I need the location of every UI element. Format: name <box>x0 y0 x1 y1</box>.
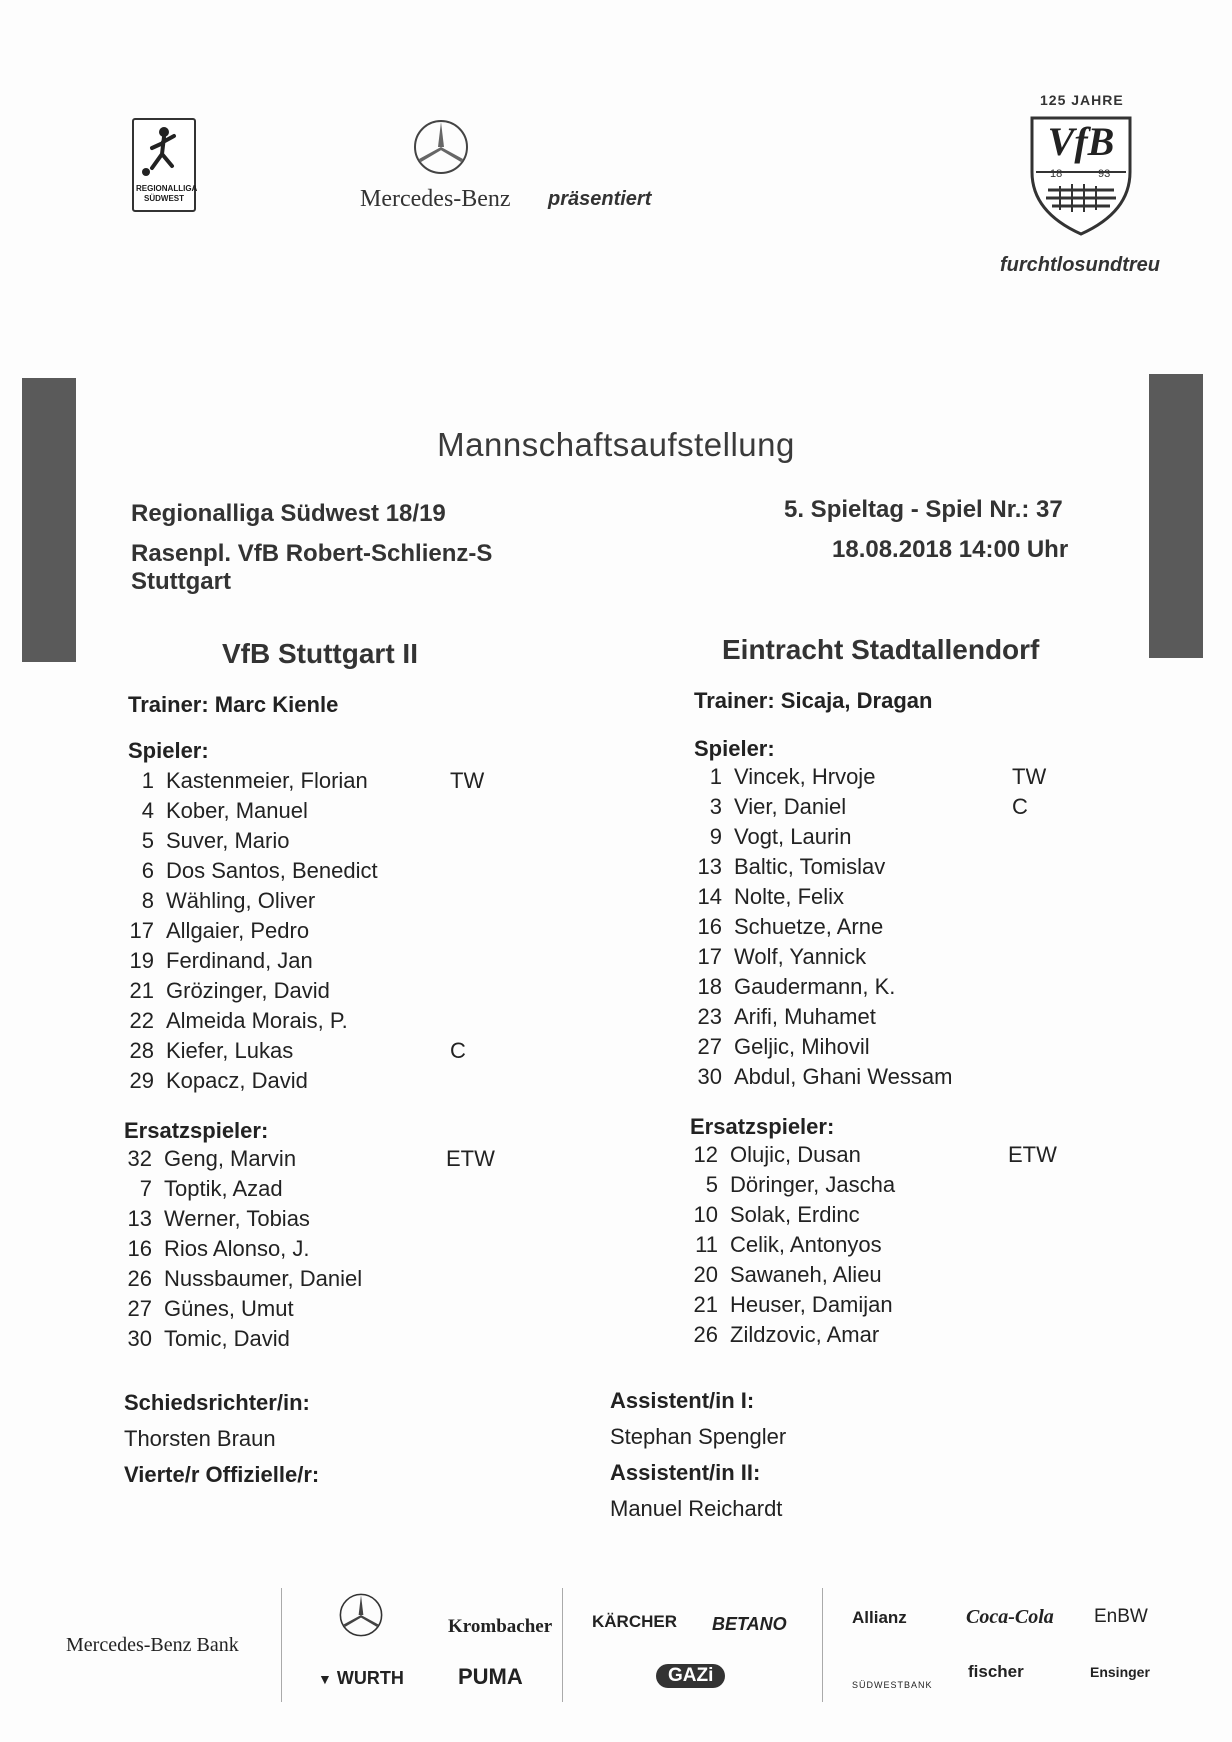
home-team-name: VfB Stuttgart II <box>222 638 418 669</box>
home-player-name: Dos Santos, Benedict <box>166 858 378 883</box>
home-player-number: 1 <box>141 768 154 793</box>
referee-label: Schiedsrichter/in: <box>124 1390 310 1415</box>
away-player-row <box>684 1064 1072 1094</box>
venue-line-1: Rasenpl. VfB Robert-Schlienz-S <box>131 540 493 567</box>
away-player-row <box>684 974 1072 1004</box>
away-sub-number: 5 <box>705 1172 718 1197</box>
away-player-row <box>684 794 1072 824</box>
crest-year-left: 18 <box>1050 168 1063 180</box>
sponsor-betano: BETANO <box>712 1614 787 1634</box>
home-player-number: 21 <box>129 978 154 1003</box>
away-player-number: 3 <box>709 794 722 819</box>
away-player-name: Baltic, Tomislav <box>734 854 886 879</box>
assistant2-name: Manuel Reichardt <box>610 1496 783 1521</box>
away-player-name: Geljic, Mihovil <box>734 1034 870 1059</box>
away-sub-number: 12 <box>693 1142 718 1167</box>
home-player-number: 8 <box>141 888 154 913</box>
footer-divider-1 <box>281 1588 282 1702</box>
away-player-number: 14 <box>697 884 722 909</box>
home-player-row <box>116 858 510 888</box>
away-player-name: Schuetze, Arne <box>734 914 884 939</box>
sponsor-suedwestbank: SÜDWESTBANK <box>852 1680 933 1690</box>
home-sub-row <box>114 1266 506 1296</box>
home-trainer: Trainer: Marc Kienle <box>128 692 339 717</box>
away-sub-row <box>680 1232 1068 1262</box>
home-sub-name: Rios Alonso, J. <box>164 1236 310 1261</box>
home-player-role: TW <box>450 768 485 793</box>
away-sub-number: 26 <box>693 1322 718 1347</box>
matchday: 5. Spieltag - Spiel Nr.: 37 <box>784 496 1063 523</box>
home-player-row <box>116 1068 510 1098</box>
away-subs-label: Ersatzspieler: <box>690 1114 835 1139</box>
home-sub-name: Nussbaumer, Daniel <box>164 1266 363 1291</box>
presents-text: präsentiert <box>548 188 652 210</box>
referee-name: Thorsten Braun <box>124 1426 276 1451</box>
away-sub-row <box>680 1292 1068 1322</box>
away-player-number: 18 <box>697 974 722 999</box>
home-sub-number: 30 <box>127 1326 152 1351</box>
away-player-number: 27 <box>697 1034 722 1059</box>
away-sub-name: Sawaneh, Alieu <box>730 1262 882 1287</box>
home-sub-number: 26 <box>127 1266 152 1291</box>
away-team-name: Eintracht Stadtallendorf <box>722 634 1040 665</box>
home-player-number: 19 <box>129 948 154 973</box>
away-sub-name: Heuser, Damijan <box>730 1292 893 1317</box>
home-sub-number: 32 <box>127 1146 152 1171</box>
venue-line-2: Stuttgart <box>131 568 231 595</box>
mercedes-star-icon <box>412 118 470 176</box>
sponsor-enbw: EnBW <box>1094 1606 1148 1627</box>
home-player-number: 5 <box>141 828 154 853</box>
away-player-number: 23 <box>697 1004 722 1029</box>
sponsor-krombacher: Krombacher <box>448 1616 553 1637</box>
away-player-number: 13 <box>697 854 722 879</box>
away-sub-number: 21 <box>693 1292 718 1317</box>
home-player-name: Ferdinand, Jan <box>166 948 313 973</box>
away-player-name: Vincek, Hrvoje <box>734 764 876 789</box>
mercedes-wordmark: Mercedes-Benz <box>360 186 511 212</box>
away-player-row <box>684 914 1072 944</box>
sponsor-wurth <box>318 1668 404 1689</box>
home-sub-name: Tomic, David <box>164 1326 290 1351</box>
away-player-name: Abdul, Ghani Wessam <box>734 1064 953 1089</box>
club-crest-letters: VfB <box>1047 119 1115 164</box>
footer-divider-3 <box>822 1588 823 1702</box>
away-player-name: Wolf, Yannick <box>734 944 867 969</box>
sponsor-wurth-label: WURTH <box>336 1668 404 1688</box>
home-player-row <box>116 1038 510 1068</box>
sponsor-gazi: GAZi <box>656 1664 725 1688</box>
home-sub-row <box>114 1206 506 1236</box>
home-player-row <box>116 1008 510 1038</box>
away-player-name: Nolte, Felix <box>734 884 845 909</box>
club-anniversary: 125 JAHRE <box>1040 92 1124 108</box>
away-player-number: 1 <box>709 764 722 789</box>
home-sub-name: Geng, Marvin <box>164 1146 297 1171</box>
away-player-row <box>684 854 1072 884</box>
away-sub-row <box>680 1322 1068 1352</box>
assistant2-label: Assistent/in II: <box>610 1460 761 1485</box>
away-sub-role: ETW <box>1008 1142 1057 1167</box>
home-sub-name: Werner, Tobias <box>164 1206 310 1231</box>
home-player-name: Kopacz, David <box>166 1068 308 1093</box>
away-sub-number: 10 <box>693 1202 718 1227</box>
away-trainer: Trainer: Sicaja, Dragan <box>694 688 933 713</box>
home-player-number: 22 <box>129 1008 154 1033</box>
away-player-name: Vogt, Laurin <box>734 824 852 849</box>
home-player-row <box>116 798 510 828</box>
footer-divider-2 <box>562 1588 563 1702</box>
away-player-number: 30 <box>697 1064 722 1089</box>
away-sub-row <box>680 1202 1068 1232</box>
home-player-number: 29 <box>129 1068 154 1093</box>
home-player-name: Suver, Mario <box>166 828 290 853</box>
assistant1-label: Assistent/in I: <box>610 1388 755 1413</box>
home-player-number: 28 <box>129 1038 154 1063</box>
home-players-label: Spieler: <box>128 738 209 763</box>
sponsor-puma: PUMA <box>458 1664 523 1689</box>
crest-year-right: 93 <box>1098 168 1111 180</box>
away-sub-number: 20 <box>693 1262 718 1287</box>
home-player-name: Wähling, Oliver <box>166 888 316 913</box>
home-sub-number: 13 <box>127 1206 152 1231</box>
home-player-name: Kastenmeier, Florian <box>166 768 368 793</box>
away-player-row <box>684 764 1072 794</box>
away-player-name: Gaudermann, K. <box>734 974 896 999</box>
away-players-label: Spieler: <box>694 736 775 761</box>
club-motto: furchtlosundtreu <box>1000 254 1160 276</box>
away-player-name: Arifi, Muhamet <box>734 1004 876 1029</box>
league-badge <box>132 118 196 212</box>
home-player-name: Kiefer, Lukas <box>166 1038 294 1063</box>
match-datetime: 18.08.2018 14:00 Uhr <box>832 536 1069 563</box>
away-sub-name: Solak, Erdinc <box>730 1202 860 1227</box>
competition: Regionalliga Südwest 18/19 <box>131 500 446 527</box>
home-subs-label: Ersatzspieler: <box>124 1118 269 1143</box>
away-sub-name: Olujic, Dusan <box>730 1142 861 1167</box>
home-sub-row <box>114 1326 506 1356</box>
away-player-role: TW <box>1012 764 1047 789</box>
sponsor-cocacola: Coca-Cola <box>966 1606 1054 1628</box>
footballer-icon <box>134 122 194 182</box>
away-player-role: C <box>1012 794 1028 819</box>
home-player-name: Kober, Manuel <box>166 798 308 823</box>
home-sub-row <box>114 1236 506 1266</box>
home-player-row <box>116 888 510 918</box>
assistant1-name: Stephan Spengler <box>610 1424 787 1449</box>
home-player-row <box>116 828 510 858</box>
home-sub-number: 27 <box>127 1296 152 1321</box>
home-player-name: Almeida Morais, P. <box>166 1008 348 1033</box>
away-player-number: 16 <box>697 914 722 939</box>
away-sub-row <box>680 1172 1068 1202</box>
sponsor-fischer: fischer <box>968 1662 1024 1681</box>
scan-edge-left <box>22 378 76 662</box>
home-player-row <box>116 978 510 1008</box>
home-player-number: 4 <box>141 798 154 823</box>
home-player-row <box>116 948 510 978</box>
away-sub-name: Döringer, Jascha <box>730 1172 896 1197</box>
page-title: Mannschaftsaufstellung <box>437 426 795 463</box>
home-sub-row <box>114 1296 506 1326</box>
home-sub-name: Günes, Umut <box>164 1296 294 1321</box>
home-sub-name: Toptik, Azad <box>164 1176 283 1201</box>
home-player-number: 6 <box>141 858 154 883</box>
away-player-row <box>684 884 1072 914</box>
home-sub-row <box>114 1146 506 1176</box>
sponsor-allianz: Allianz <box>852 1608 907 1627</box>
home-sub-role: ETW <box>446 1146 495 1171</box>
away-sub-row <box>680 1142 1068 1172</box>
home-player-name: Allgaier, Pedro <box>166 918 310 943</box>
away-sub-name: Zildzovic, Amar <box>730 1322 880 1347</box>
away-player-number: 17 <box>697 944 722 969</box>
sponsor-ensinger: Ensinger <box>1090 1664 1150 1680</box>
home-player-role: C <box>450 1038 466 1063</box>
fourth-official-label: Vierte/r Offizielle/r: <box>124 1462 320 1487</box>
home-sub-number: 7 <box>139 1176 152 1201</box>
away-player-number: 9 <box>709 824 722 849</box>
scan-edge-right <box>1149 374 1203 658</box>
away-sub-row <box>680 1262 1068 1292</box>
away-player-row <box>684 824 1072 854</box>
home-player-row <box>116 768 510 798</box>
away-player-row <box>684 1034 1072 1064</box>
sponsor-mercedes-star-icon <box>338 1592 384 1638</box>
wurth-logo-icon: ▼ <box>318 1671 332 1687</box>
away-player-name: Vier, Daniel <box>734 794 847 819</box>
league-badge-text: REGIONALLIGA SÜDWEST <box>136 184 198 203</box>
away-player-row <box>684 1004 1072 1034</box>
home-player-name: Grözinger, David <box>166 978 330 1003</box>
sponsor-karcher: KÄRCHER <box>592 1612 677 1631</box>
away-sub-number: 11 <box>695 1232 718 1257</box>
home-sub-row <box>114 1176 506 1206</box>
away-player-row <box>684 944 1072 974</box>
home-sub-number: 16 <box>127 1236 152 1261</box>
sponsor-mercedes-bank: Mercedes-Benz Bank <box>66 1634 239 1656</box>
home-player-number: 17 <box>129 918 154 943</box>
away-sub-name: Celik, Antonyos <box>730 1232 882 1257</box>
home-player-row <box>116 918 510 948</box>
